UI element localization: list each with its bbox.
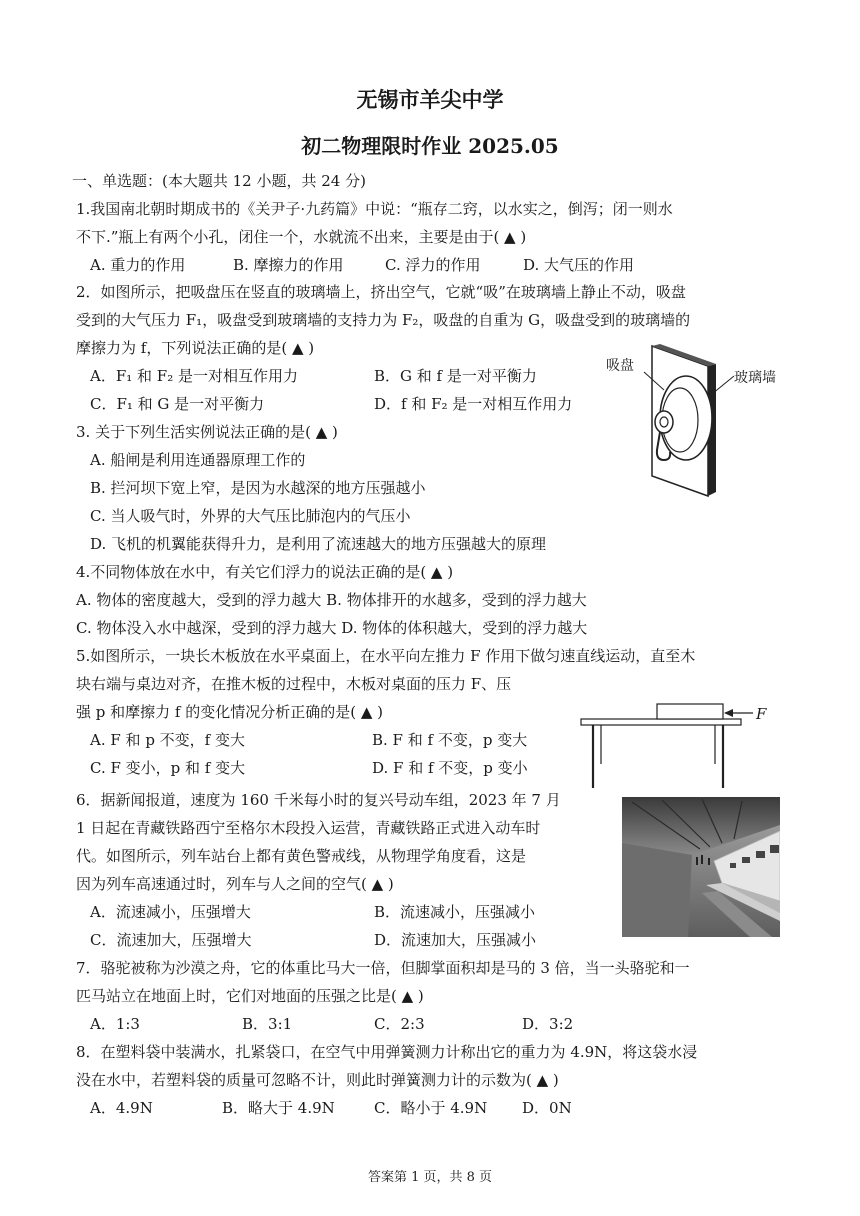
q4-options-line2: C. 物体没入水中越深，受到的浮力越大 D. 物体的体积越大，受到的浮力越大 — [76, 619, 588, 637]
q3-stem: 3. 关于下列生活实例说法正确的是( ▲ ) — [76, 423, 338, 441]
q2-line3: 摩擦力为 f，下列说法正确的是( ▲ ) — [76, 339, 315, 357]
suction-cup-label: 吸盘 — [606, 358, 634, 374]
q7-option-c: C．2:3 — [374, 1015, 425, 1033]
q7-line2: 匹马站立在地面上时，它们对地面的压强之比是( ▲ ) — [76, 987, 424, 1005]
q5-line3: 强 p 和摩擦力 f 的变化情况分析正确的是( ▲ ) — [76, 703, 384, 721]
q5-line1: 5.如图所示，一块长木板放在水平桌面上，在水平向左推力 F 作用下做匀速直线运动，直至木 — [76, 647, 696, 665]
q8-option-c: C．略小于 4.9N — [374, 1099, 488, 1117]
q8-option-a: A．4.9N — [90, 1099, 153, 1117]
q7-option-b: B．3:1 — [242, 1015, 293, 1033]
q2-option-b: B．G 和 f 是一对平衡力 — [374, 367, 537, 385]
page-footer: 答案第 1 页，共 8 页 — [367, 1170, 493, 1185]
q2-option-d: D．f 和 F₂ 是一对相互作用力 — [374, 395, 573, 413]
q2-option-a: A．F₁ 和 F₂ 是一对相互作用力 — [90, 367, 298, 385]
q1-option-a: A. 重力的作用 — [90, 256, 186, 274]
q6-line2: 1 日起在青藏铁路西宁至格尔木段投入运营，青藏铁路正式进入动车时 — [76, 819, 541, 837]
q6-line4: 因为列车高速通过时，列车与人之间的空气( ▲ ) — [76, 875, 394, 893]
q8-line2: 没在水中，若塑料袋的质量可忽略不计，则此时弹簧测力计的示数为( ▲ ) — [76, 1071, 559, 1089]
q2-line1: 2．如图所示，把吸盘压在竖直的玻璃墙上，挤出空气，它就“吸”在玻璃墙上静止不动，吸盘 — [76, 283, 686, 301]
q6-option-d: D．流速加大，压强减小 — [374, 931, 537, 949]
q1-line1: 1.我国南北朝时期成书的《关尹子·九药篇》中说：“瓶存二窍，以水实之，倒泻；闭一则水 — [76, 200, 673, 218]
q5-option-a: A. F 和 p 不变，f 变大 — [90, 731, 246, 749]
train-platform-photo — [622, 797, 780, 937]
q3-option-c: C. 当人吸气时，外界的大气压比肺泡内的气压小 — [90, 507, 411, 525]
q4-options-line1: A. 物体的密度越大，受到的浮力越大 B. 物体排开的水越多，受到的浮力越大 — [76, 591, 587, 609]
q1-option-c: C. 浮力的作用 — [385, 256, 481, 274]
q5-option-b: B. F 和 f 不变，p 变大 — [372, 731, 528, 749]
q2-line2: 受到的大气压力 F₁，吸盘受到玻璃墙的支持力为 F₂，吸盘的自重为 G，吸盘受到的玻璃墙的 — [76, 311, 691, 329]
q8-option-b: B．略大于 4.9N — [222, 1099, 335, 1117]
q7-option-a: A．1:3 — [90, 1015, 140, 1033]
q3-option-a: A. 船闸是利用连通器原理工作的 — [90, 451, 306, 469]
q6-line1: 6．据新闻报道，速度为 160 千米每小时的复兴号动车组，2023 年 7 月 — [76, 791, 561, 809]
q8-line1: 8．在塑料袋中装满水，扎紧袋口，在空气中用弹簧测力计称出它的重力为 4.9N，将这袋水浸 — [76, 1043, 698, 1061]
q6-line3: 代。如图所示，列车站台上都有黄色警戒线，从物理学角度看，这是 — [76, 847, 527, 865]
q3-option-b: B. 拦河坝下宽上窄，是因为水越深的地方压强越小 — [90, 479, 426, 497]
school-name: 无锡市羊尖中学 — [356, 87, 504, 112]
q1-line2: 不下.”瓶上有两个小孔，闭住一个，水就流不出来，主要是由于( ▲ ) — [76, 228, 527, 246]
q5-option-d: D. F 和 f 不变，p 变小 — [372, 759, 528, 777]
q3-option-d: D. 飞机的机翼能获得升力，是利用了流速越大的地方压强越大的原理 — [90, 535, 547, 553]
q6-option-a: A．流速减小，压强增大 — [90, 903, 251, 921]
q1-option-d: D. 大气压的作用 — [523, 256, 635, 274]
q7-line1: 7．骆驼被称为沙漠之舟，它的体重比马大一倍，但脚掌面积却是马的 3 倍，当一头骆驼和一 — [76, 959, 690, 977]
q5-line2: 块右端与桌边对齐，在推木板的过程中，木板对桌面的压力 F、压 — [76, 675, 512, 693]
section-heading: 一、单选题：(本大题共 12 小题，共 24 分) — [72, 172, 366, 190]
q4-stem: 4.不同物体放在水中，有关它们浮力的说法正确的是( ▲ ) — [76, 563, 454, 581]
glass-wall-label: 玻璃墙 — [734, 370, 776, 386]
q5-option-c: C. F 变小，p 和 f 变大 — [90, 759, 246, 777]
q8-option-d: D．0N — [522, 1099, 572, 1117]
q7-option-d: D．3:2 — [522, 1015, 574, 1033]
table-board-figure — [575, 698, 785, 790]
page-title: 初二物理限时作业 2025.05 — [301, 134, 559, 158]
force-label: F — [756, 705, 767, 723]
q2-option-c: C．F₁ 和 G 是一对平衡力 — [90, 395, 265, 413]
q1-option-b: B. 摩擦力的作用 — [233, 256, 344, 274]
q6-option-b: B．流速减小，压强减小 — [374, 903, 536, 921]
q6-option-c: C．流速加大，压强增大 — [90, 931, 252, 949]
